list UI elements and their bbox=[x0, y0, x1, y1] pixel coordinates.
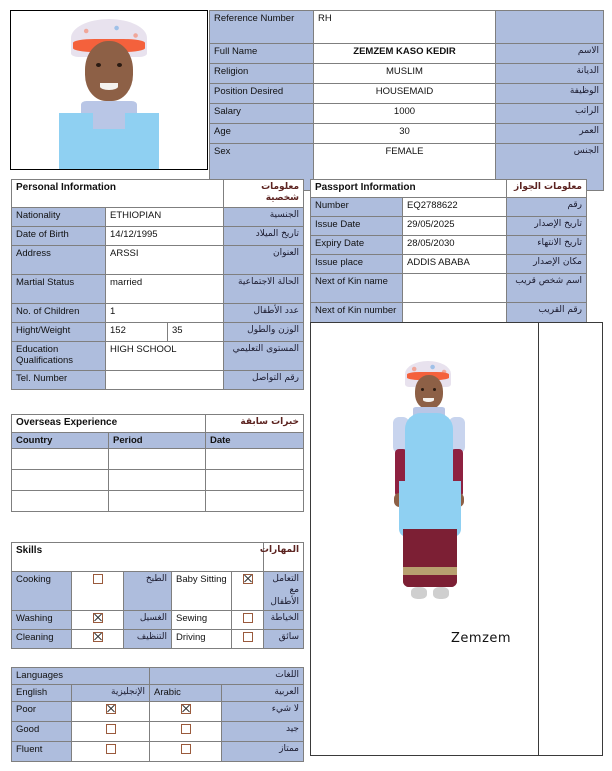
language-level-2: Fluent bbox=[12, 741, 72, 761]
language-english-checkbox-cell-1[interactable] bbox=[72, 721, 150, 741]
passport-arabic-1: تاريخ الإصدار bbox=[507, 216, 587, 235]
full-body-photo-frame bbox=[310, 322, 603, 756]
overseas-experience-header-row bbox=[12, 432, 304, 449]
language-english-checkbox-cell-0[interactable] bbox=[72, 701, 150, 721]
skill-left-checkbox-cell-1[interactable] bbox=[72, 610, 124, 629]
personal-information-table bbox=[11, 179, 304, 390]
passport-value-1: 29/05/2025 bbox=[403, 216, 507, 235]
skill-right-checkbox-cell-0[interactable] bbox=[232, 572, 264, 611]
skill-left-checkbox-cell-2[interactable] bbox=[72, 629, 124, 648]
personal-information-title-arabic: معلومات شخصية bbox=[224, 180, 304, 208]
overseas-period-0[interactable] bbox=[109, 449, 206, 470]
personal-value2-5: 35 bbox=[168, 322, 224, 341]
passport-information-row bbox=[311, 235, 587, 254]
languages-column-arabic-arabic: العربية bbox=[222, 684, 304, 701]
overseas-date-2[interactable] bbox=[206, 491, 304, 512]
personal-arabic-1: تاريخ الميلاد bbox=[224, 226, 304, 245]
summary-value-6: FEMALE bbox=[314, 144, 496, 191]
full-body-illustration bbox=[375, 361, 485, 621]
passport-label-1: Issue Date bbox=[311, 216, 403, 235]
passport-label-3: Issue place bbox=[311, 254, 403, 273]
passport-label-2: Expiry Date bbox=[311, 235, 403, 254]
passport-arabic-5: رقم القريب bbox=[507, 302, 587, 331]
language-english-checkbox-0[interactable] bbox=[106, 704, 116, 714]
languages-title: Languages bbox=[12, 668, 150, 685]
passport-value-0: EQ2788622 bbox=[403, 197, 507, 216]
skill-left-label-1: Washing bbox=[12, 610, 72, 629]
summary-row bbox=[210, 104, 604, 124]
language-english-checkbox-1[interactable] bbox=[106, 724, 116, 734]
skills-table bbox=[11, 542, 304, 649]
personal-value-3: married bbox=[106, 274, 224, 303]
overseas-period-2[interactable] bbox=[109, 491, 206, 512]
overseas-date-1[interactable] bbox=[206, 470, 304, 491]
languages-table bbox=[11, 667, 304, 762]
overseas-period-1[interactable] bbox=[109, 470, 206, 491]
personal-arabic-0: الجنسية bbox=[224, 207, 304, 226]
passport-arabic-3: مكان الإصدار bbox=[507, 254, 587, 273]
personal-arabic-5: الوزن والطول bbox=[224, 322, 304, 341]
summary-arabic-0 bbox=[496, 11, 604, 44]
skill-left-arabic-0: الطبخ bbox=[124, 572, 172, 611]
skills-row bbox=[12, 610, 304, 629]
language-arabic-checkbox-0[interactable] bbox=[181, 704, 191, 714]
personal-information-row bbox=[12, 207, 304, 226]
overseas-experience-row bbox=[12, 491, 304, 512]
summary-arabic-4: الراتب bbox=[496, 104, 604, 124]
skill-left-label-2: Cleaning bbox=[12, 629, 72, 648]
passport-label-4: Next of Kin name bbox=[311, 273, 403, 302]
passport-information-row bbox=[311, 197, 587, 216]
language-arabic-label-1: جيد bbox=[222, 721, 304, 741]
skill-left-checkbox-cell-0[interactable] bbox=[72, 572, 124, 611]
skills-row bbox=[12, 629, 304, 648]
language-arabic-checkbox-cell-2[interactable] bbox=[150, 741, 222, 761]
languages-row bbox=[12, 701, 304, 721]
personal-value-1: 14/12/1995 bbox=[106, 226, 224, 245]
personal-arabic-4: عدد الأطفال bbox=[224, 303, 304, 322]
skill-right-checkbox-1[interactable] bbox=[243, 613, 253, 623]
personal-label-3: Martial Status bbox=[12, 274, 106, 303]
passport-information-title: Passport Information bbox=[315, 182, 416, 193]
personal-information-row bbox=[12, 274, 304, 303]
personal-label-1: Date of Birth bbox=[12, 226, 106, 245]
summary-value-4: 1000 bbox=[314, 104, 496, 124]
skills-title-arabic: المهارات bbox=[264, 543, 304, 572]
passport-information-title-arabic: معلومات الجواز bbox=[507, 180, 587, 198]
summary-label-3: Position Desired bbox=[210, 84, 314, 104]
overseas-date-0[interactable] bbox=[206, 449, 304, 470]
summary-value-5: 30 bbox=[314, 124, 496, 144]
languages-column-english: English bbox=[12, 684, 72, 701]
personal-arabic-6: المستوى التعليمي bbox=[224, 341, 304, 370]
personal-information-title: Personal Information bbox=[16, 182, 117, 193]
personal-label-2: Address bbox=[12, 245, 106, 274]
summary-arabic-6: الجنس bbox=[496, 144, 604, 191]
skill-left-checkbox-0[interactable] bbox=[93, 574, 103, 584]
summary-value-0: RH bbox=[314, 11, 496, 44]
skill-right-arabic-0: التعامل مع الأطفال bbox=[264, 572, 304, 611]
summary-label-1: Full Name bbox=[210, 44, 314, 64]
overseas-experience-title: Overseas Experience bbox=[16, 417, 118, 428]
languages-header-row bbox=[12, 684, 304, 701]
personal-information-title-row bbox=[12, 180, 304, 208]
overseas-country-0[interactable] bbox=[12, 449, 109, 470]
language-english-checkbox-cell-2[interactable] bbox=[72, 741, 150, 761]
personal-value-5: 152 bbox=[106, 322, 168, 341]
skill-right-checkbox-cell-1[interactable] bbox=[232, 610, 264, 629]
skills-title-row bbox=[12, 543, 304, 572]
languages-title-arabic: اللغات bbox=[150, 668, 304, 685]
summary-label-2: Religion bbox=[210, 64, 314, 84]
personal-label-6: Education Qualifications bbox=[12, 341, 106, 370]
languages-column-arabic: Arabic bbox=[150, 684, 222, 701]
summary-row bbox=[210, 124, 604, 144]
personal-arabic-7: رقم التواصل bbox=[224, 370, 304, 389]
language-arabic-label-0: لا شيء bbox=[222, 701, 304, 721]
language-arabic-checkbox-cell-1[interactable] bbox=[150, 721, 222, 741]
skill-right-checkbox-2[interactable] bbox=[243, 632, 253, 642]
languages-row bbox=[12, 741, 304, 761]
personal-label-5: Hight/Weight bbox=[12, 322, 106, 341]
summary-arabic-5: العمر bbox=[496, 124, 604, 144]
language-level-0: Poor bbox=[12, 701, 72, 721]
language-arabic-checkbox-cell-0[interactable] bbox=[150, 701, 222, 721]
summary-row bbox=[210, 84, 604, 104]
overseas-experience-row bbox=[12, 470, 304, 491]
personal-label-7: Tel. Number bbox=[12, 370, 106, 389]
passport-information-title-row bbox=[311, 180, 587, 198]
overseas-experience-title-arabic: خبرات سابقة bbox=[206, 415, 304, 433]
passport-information-row bbox=[311, 273, 587, 302]
language-arabic-checkbox-2[interactable] bbox=[181, 744, 191, 754]
summary-label-0: Reference Number bbox=[210, 11, 314, 44]
languages-column-english-arabic: الإنجليزية bbox=[72, 684, 150, 701]
summary-arabic-2: الديانة bbox=[496, 64, 604, 84]
personal-information-row bbox=[12, 226, 304, 245]
overseas-country-1[interactable] bbox=[12, 470, 109, 491]
summary-label-4: Salary bbox=[210, 104, 314, 124]
skills-title: Skills bbox=[16, 545, 43, 556]
summary-row bbox=[210, 11, 604, 44]
personal-label-4: No. of Children bbox=[12, 303, 106, 322]
full-body-photo-cell bbox=[311, 323, 539, 756]
personal-value-2: ARSSI bbox=[106, 245, 224, 274]
skill-right-arabic-1: الخياطة bbox=[264, 610, 304, 629]
passport-label-5: Next of Kin number bbox=[311, 302, 403, 331]
skill-right-checkbox-cell-2[interactable] bbox=[232, 629, 264, 648]
passport-arabic-2: تاريخ الانتهاء bbox=[507, 235, 587, 254]
personal-label-0: Nationality bbox=[12, 207, 106, 226]
summary-row bbox=[210, 64, 604, 84]
personal-value-4: 1 bbox=[106, 303, 224, 322]
candidate-summary-table bbox=[209, 10, 604, 191]
portrait-illustration bbox=[53, 17, 165, 167]
skills-row bbox=[12, 572, 304, 611]
passport-label-0: Number bbox=[311, 197, 403, 216]
skill-right-arabic-2: سائق bbox=[264, 629, 304, 648]
passport-information-table bbox=[310, 179, 587, 332]
language-level-1: Good bbox=[12, 721, 72, 741]
personal-information-row bbox=[12, 245, 304, 274]
summary-arabic-3: الوظيفة bbox=[496, 84, 604, 104]
skill-left-checkbox-2[interactable] bbox=[93, 632, 103, 642]
full-body-photo-side-cell bbox=[538, 323, 602, 756]
skill-left-arabic-1: الغسيل bbox=[124, 610, 172, 629]
language-english-checkbox-2[interactable] bbox=[106, 744, 116, 754]
candidate-portrait-photo bbox=[10, 10, 208, 170]
personal-value-7 bbox=[106, 370, 224, 389]
passport-value-4 bbox=[403, 273, 507, 302]
languages-title-row bbox=[12, 668, 304, 685]
personal-arabic-3: الحالة الاجتماعية bbox=[224, 274, 304, 303]
summary-arabic-1: الاسم bbox=[496, 44, 604, 64]
summary-value-3: HOUSEMAID bbox=[314, 84, 496, 104]
summary-value-1: ZEMZEM KASO KEDIR bbox=[314, 44, 496, 64]
languages-row bbox=[12, 721, 304, 741]
personal-information-row bbox=[12, 303, 304, 322]
passport-arabic-0: رقم bbox=[507, 197, 587, 216]
overseas-column-country: Country bbox=[12, 432, 109, 449]
language-arabic-checkbox-1[interactable] bbox=[181, 724, 191, 734]
passport-value-3: ADDIS ABABA bbox=[403, 254, 507, 273]
skill-left-arabic-2: التنظيف bbox=[124, 629, 172, 648]
personal-information-row bbox=[12, 322, 304, 341]
overseas-column-period: Period bbox=[109, 432, 206, 449]
photo-name-caption: Zemzem bbox=[451, 631, 512, 646]
skill-right-label-2: Driving bbox=[172, 629, 232, 648]
skill-right-label-0: Baby Sitting bbox=[172, 572, 232, 611]
passport-value-2: 28/05/2030 bbox=[403, 235, 507, 254]
summary-label-6: Sex bbox=[210, 144, 314, 191]
personal-value-6: HIGH SCHOOL bbox=[106, 341, 224, 370]
overseas-column-date: Date bbox=[206, 432, 304, 449]
skill-left-label-0: Cooking bbox=[12, 572, 72, 611]
overseas-experience-row bbox=[12, 449, 304, 470]
summary-value-2: MUSLIM bbox=[314, 64, 496, 84]
overseas-country-2[interactable] bbox=[12, 491, 109, 512]
overseas-experience-title-row bbox=[12, 415, 304, 433]
passport-information-row bbox=[311, 254, 587, 273]
passport-information-row bbox=[311, 216, 587, 235]
personal-arabic-2: العنوان bbox=[224, 245, 304, 274]
overseas-experience-table bbox=[11, 414, 304, 512]
personal-value-0: ETHIOPIAN bbox=[106, 207, 224, 226]
passport-arabic-4: اسم شخص قريب bbox=[507, 273, 587, 302]
skill-right-checkbox-0[interactable] bbox=[243, 574, 253, 584]
personal-information-row bbox=[12, 341, 304, 370]
skill-left-checkbox-1[interactable] bbox=[93, 613, 103, 623]
summary-label-5: Age bbox=[210, 124, 314, 144]
personal-information-row bbox=[12, 370, 304, 389]
summary-row bbox=[210, 44, 604, 64]
language-arabic-label-2: ممتاز bbox=[222, 741, 304, 761]
skill-right-label-1: Sewing bbox=[172, 610, 232, 629]
